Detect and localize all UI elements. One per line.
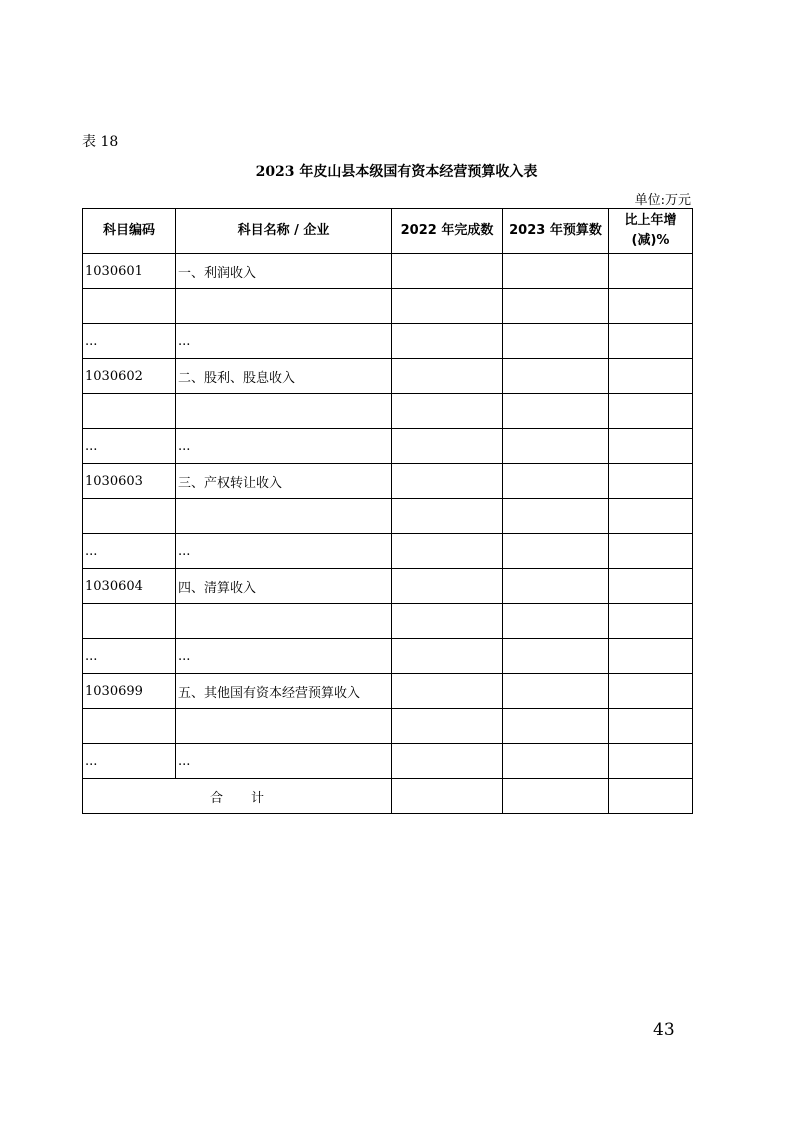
table-row: [83, 604, 693, 639]
row-name: ...: [176, 639, 392, 674]
table-row: [83, 744, 693, 779]
row-2022-completed: [392, 289, 503, 324]
row-2023-budget: [503, 674, 609, 709]
header-change-line2: (减)%: [631, 233, 670, 248]
page-number: 43: [653, 1020, 675, 1040]
row-change-percent: [609, 394, 693, 429]
row-change-percent: [609, 534, 693, 569]
row-2022-completed: [392, 394, 503, 429]
table-row: [83, 674, 693, 709]
row-change-percent: [609, 429, 693, 464]
row-name: [176, 499, 392, 534]
table-row: [83, 569, 693, 604]
row-name: [176, 394, 392, 429]
row-change-percent: [609, 289, 693, 324]
row-code: [83, 604, 176, 639]
row-code: [83, 289, 176, 324]
header-code: 科目编码: [83, 209, 176, 254]
total-2023-budget: [503, 779, 609, 814]
row-code: ...: [83, 429, 176, 464]
document-title: 2023 年皮山县本级国有资本经营预算收入表: [255, 164, 538, 180]
row-change-percent: [609, 254, 693, 289]
row-code: [83, 499, 176, 534]
row-name: ...: [176, 744, 392, 779]
row-name: [176, 709, 392, 744]
row-change-percent: [609, 604, 693, 639]
row-code: 1030603: [83, 464, 176, 499]
row-change-percent: [609, 359, 693, 394]
row-code: ...: [83, 639, 176, 674]
row-2023-budget: [503, 429, 609, 464]
header-2022-completed: 2022 年完成数: [392, 209, 503, 254]
unit-label: 单位:万元: [634, 193, 691, 208]
row-2022-completed: [392, 569, 503, 604]
row-change-percent: [609, 499, 693, 534]
row-name: 五、其他国有资本经营预算收入: [176, 674, 392, 709]
header-2023-budget: 2023 年预算数: [503, 209, 609, 254]
row-2023-budget: [503, 254, 609, 289]
row-name: ...: [176, 429, 392, 464]
table-row: [83, 289, 693, 324]
row-2022-completed: [392, 324, 503, 359]
table-row: [83, 394, 693, 429]
row-2022-completed: [392, 464, 503, 499]
row-2022-completed: [392, 429, 503, 464]
row-2023-budget: [503, 394, 609, 429]
row-2022-completed: [392, 709, 503, 744]
row-change-percent: [609, 674, 693, 709]
row-code: 1030604: [83, 569, 176, 604]
table-row: [83, 639, 693, 674]
revenue-table: [82, 208, 693, 814]
row-code: [83, 709, 176, 744]
row-name: 三、产权转让收入: [176, 464, 392, 499]
row-2023-budget: [503, 569, 609, 604]
table-number-label: 表 18: [82, 134, 119, 150]
table-row: [83, 534, 693, 569]
table-row: [83, 324, 693, 359]
row-code: 1030601: [83, 254, 176, 289]
row-code: [83, 394, 176, 429]
row-2023-budget: [503, 464, 609, 499]
row-2022-completed: [392, 359, 503, 394]
row-2022-completed: [392, 639, 503, 674]
table-header-row: [83, 209, 693, 254]
row-2022-completed: [392, 744, 503, 779]
row-2022-completed: [392, 604, 503, 639]
row-2023-budget: [503, 289, 609, 324]
row-code: ...: [83, 534, 176, 569]
row-change-percent: [609, 464, 693, 499]
total-label-left: 合: [209, 790, 223, 806]
table-row: [83, 254, 693, 289]
row-name: [176, 289, 392, 324]
row-code: ...: [83, 744, 176, 779]
total-2022-completed: [392, 779, 503, 814]
row-code: ...: [83, 324, 176, 359]
row-name: 一、利润收入: [176, 254, 392, 289]
table-row: [83, 359, 693, 394]
total-change-percent: [609, 779, 693, 814]
row-2023-budget: [503, 604, 609, 639]
row-2023-budget: [503, 639, 609, 674]
row-2022-completed: [392, 499, 503, 534]
row-change-percent: [609, 744, 693, 779]
row-2023-budget: [503, 499, 609, 534]
table-row: [83, 464, 693, 499]
row-2023-budget: [503, 744, 609, 779]
total-label: [83, 779, 392, 814]
table-row: [83, 499, 693, 534]
row-2022-completed: [392, 254, 503, 289]
row-2023-budget: [503, 359, 609, 394]
total-label-right: 计: [251, 790, 265, 806]
total-row: [83, 779, 693, 814]
row-change-percent: [609, 569, 693, 604]
row-name: [176, 604, 392, 639]
row-2023-budget: [503, 534, 609, 569]
row-name: ...: [176, 324, 392, 359]
row-2023-budget: [503, 324, 609, 359]
row-code: 1030602: [83, 359, 176, 394]
row-2022-completed: [392, 534, 503, 569]
header-change-percent: [609, 209, 693, 254]
header-name: 科目名称 / 企业: [176, 209, 392, 254]
table-row: [83, 429, 693, 464]
row-change-percent: [609, 639, 693, 674]
row-name: 四、清算收入: [176, 569, 392, 604]
row-code: 1030699: [83, 674, 176, 709]
table-row: [83, 709, 693, 744]
header-change-line1: 比上年增: [624, 213, 677, 228]
row-name: ...: [176, 534, 392, 569]
row-2023-budget: [503, 709, 609, 744]
row-name: 二、股利、股息收入: [176, 359, 392, 394]
row-change-percent: [609, 709, 693, 744]
row-change-percent: [609, 324, 693, 359]
row-2022-completed: [392, 674, 503, 709]
